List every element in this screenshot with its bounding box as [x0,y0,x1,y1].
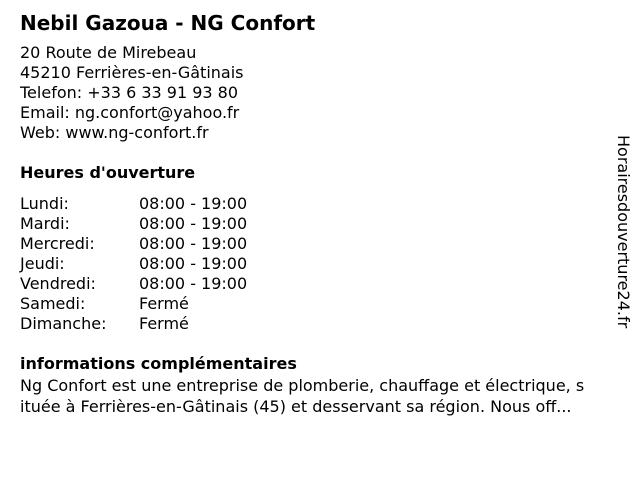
day-hours: Fermé [139,294,189,313]
day-label: Mardi: [20,214,70,233]
hours-row-sunday [20,314,247,334]
email-address: Email: ng.confort@yahoo.fr [20,103,240,122]
hours-row-thursday [20,254,247,274]
hours-row-wednesday [20,234,247,254]
day-hours: Fermé [139,314,189,333]
day-label: Samedi: [20,294,86,313]
phone-number: Telefon: +33 6 33 91 93 80 [20,83,239,102]
day-hours: 08:00 - 19:00 [139,214,248,233]
hours-row-monday [20,194,247,214]
contact-block [20,43,244,143]
day-hours: 08:00 - 19:00 [139,194,248,213]
business-description [20,356,636,417]
day-label: Lundi: [20,194,69,213]
day-label: Mercredi: [20,234,95,253]
additional-info-heading: informations complémentaires [20,354,297,373]
address-city: 45210 Ferrières-en-Gâtinais [20,63,244,82]
day-label: Dimanche: [20,314,107,333]
address-street: 20 Route de Mirebeau [20,43,197,62]
opening-hours-table [20,194,247,334]
day-label: Vendredi: [20,274,96,293]
day-hours: 08:00 - 19:00 [139,254,248,273]
day-hours: 08:00 - 19:00 [139,234,248,253]
hours-row-tuesday [20,214,247,234]
site-watermark: Horairesdouverture24.fr [614,135,633,329]
day-hours: 08:00 - 19:00 [139,274,248,293]
business-name: Nebil Gazoua - NG Confort [20,11,316,35]
day-label: Jeudi: [20,254,65,273]
hours-row-saturday [20,294,247,314]
description-line: Ng Confort est une entreprise de plomberie, chauffage et électrique, s [20,376,585,395]
hours-row-friday [20,274,247,294]
website: Web: www.ng-confort.fr [20,123,209,142]
description-line: ituée à Ferrières-en-Gâtinais (45) et desservant sa région. Nous off... [20,397,572,416]
opening-hours-heading: Heures d'ouverture [20,163,196,182]
